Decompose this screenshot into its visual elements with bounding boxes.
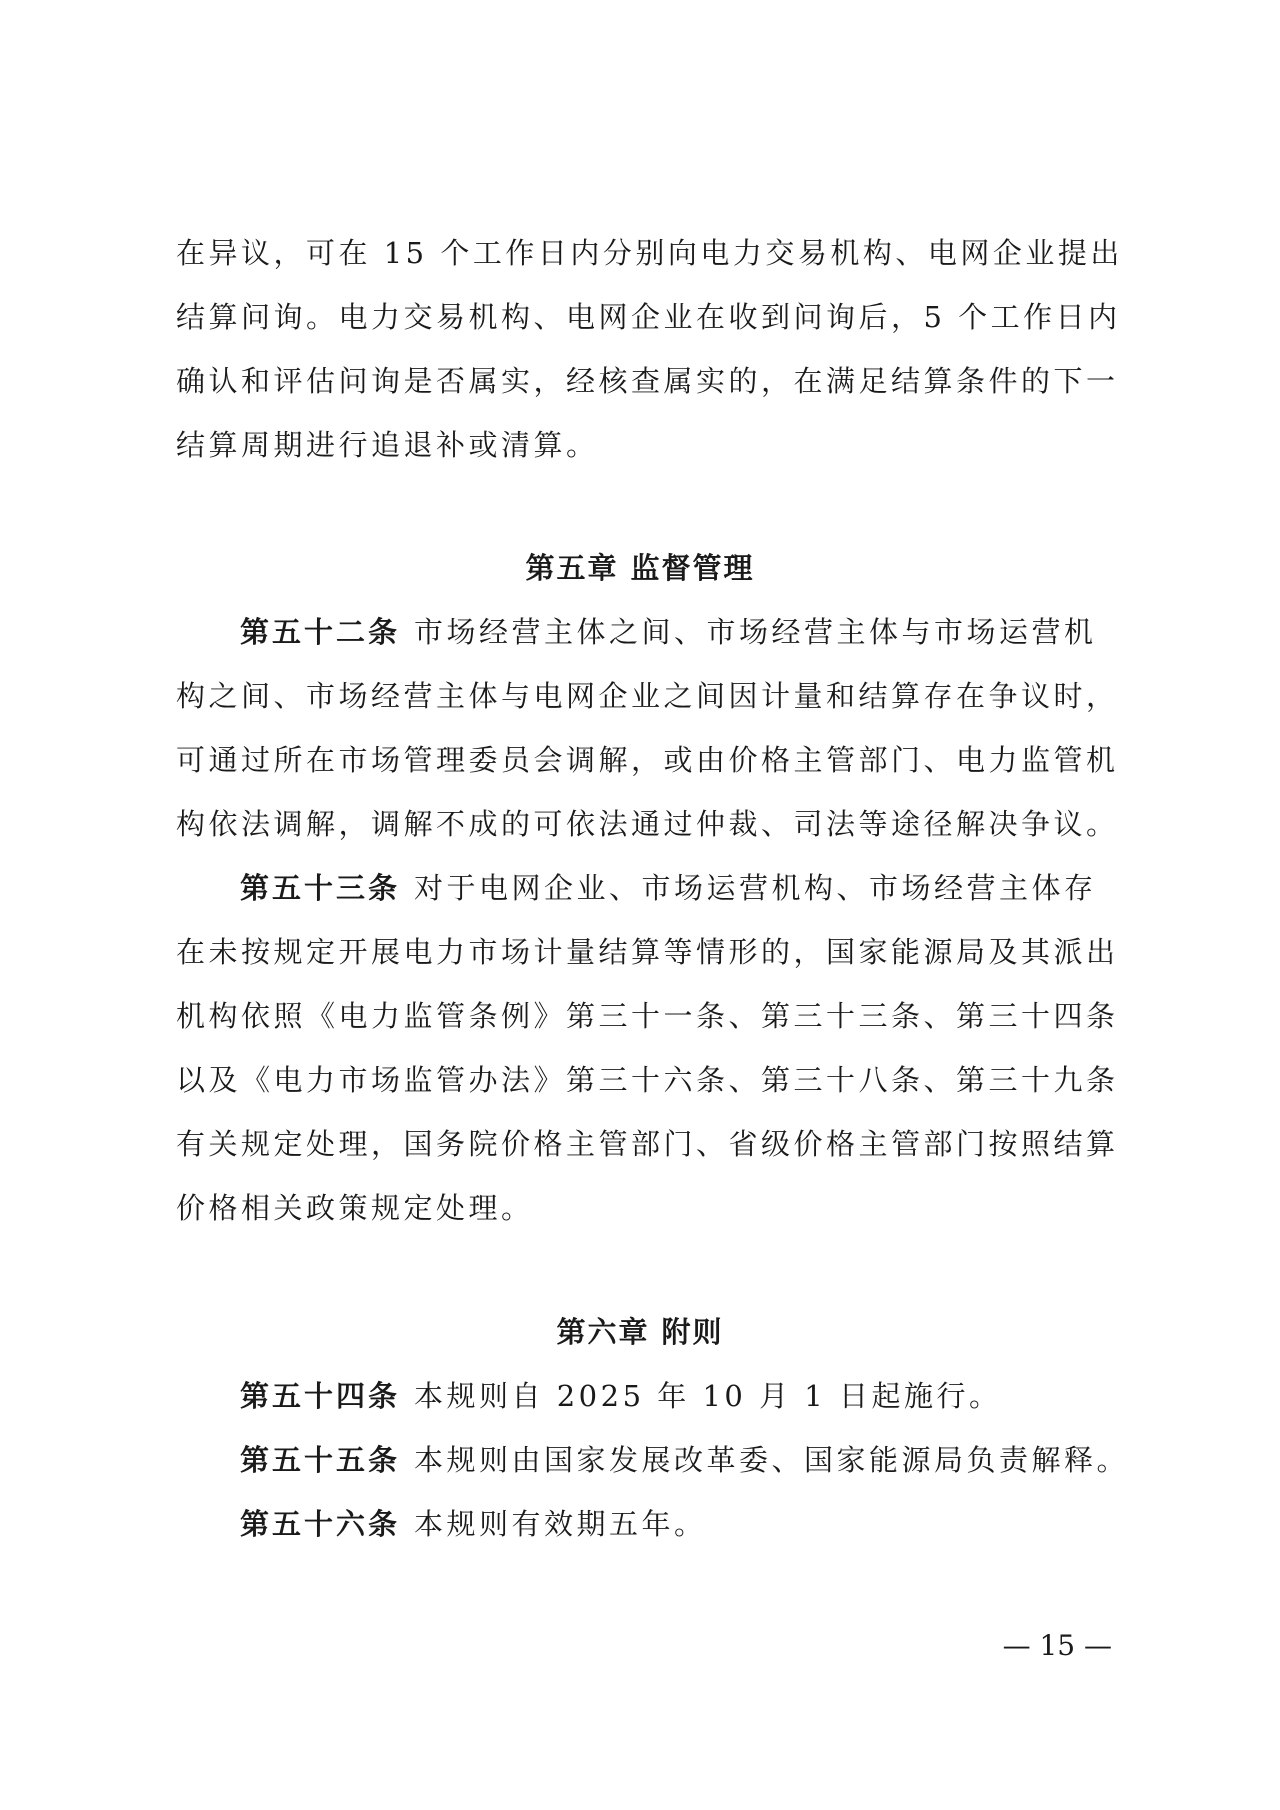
page-number: — 15 — [1002,1629,1112,1662]
intro-line-4: 结算周期进行追退补或清算。 [176,428,599,462]
article-52-line-2: 构之间、市场经营主体与电网企业之间因计量和结算存在争议时， [176,679,1119,713]
article-52-line-4: 构依法调解，调解不成的可依法通过仲裁、司法等途径解决争议。 [176,807,1119,841]
article-55-text: 本规则由国家发展改革委、国家能源局负责解释。 [414,1443,1130,1477]
article-54-label: 第五十四条 [240,1379,401,1413]
article-54 [240,1376,1120,1416]
article-53-label: 第五十三条 [240,871,401,905]
article-56-label: 第五十六条 [240,1507,401,1541]
article-56 [240,1504,1120,1544]
article-52-line-3: 可通过所在市场管理委员会调解，或由价格主管部门、电力监管机 [176,743,1119,777]
article-53-line-2: 在未按规定开展电力市场计量结算等情形的，国家能源局及其派出 [176,935,1119,969]
article-53-line-1 [240,868,1120,908]
article-53-line-4: 以及《电力市场监管办法》第三十六条、第三十八条、第三十九条 [176,1063,1119,1097]
article-53-line-3: 机构依照《电力监管条例》第三十一条、第三十三条、第三十四条 [176,999,1119,1033]
article-55-label: 第五十五条 [240,1443,401,1477]
article-56-text: 本规则有效期五年。 [414,1507,707,1541]
article-52-label: 第五十二条 [240,615,401,649]
article-53-line-5: 有关规定处理，国务院价格主管部门、省级价格主管部门按照结算 [176,1127,1119,1161]
article-52-line-1 [240,612,1120,652]
article-52-text-1: 市场经营主体之间、市场经营主体与市场运营机 [414,615,1097,649]
intro-line-3: 确认和评估问询是否属实，经核查属实的，在满足结算条件的下一 [176,364,1119,398]
article-55 [240,1440,1130,1480]
article-53-line-6: 价格相关政策规定处理。 [176,1191,534,1225]
chapter-5-title: 第五章 监督管理 [525,551,755,585]
intro-line-1: 在异议，可在 15 个工作日内分别向电力交易机构、电网企业提出 [176,236,1123,270]
chapter-6-title: 第六章 附则 [556,1315,724,1349]
article-54-text: 本规则自 2025 年 10 月 1 日起施行。 [414,1379,1002,1413]
article-53-text-1: 对于电网企业、市场运营机构、市场经营主体存 [414,871,1097,905]
intro-line-2: 结算问询。电力交易机构、电网企业在收到问询后，5 个工作日内 [176,300,1121,334]
